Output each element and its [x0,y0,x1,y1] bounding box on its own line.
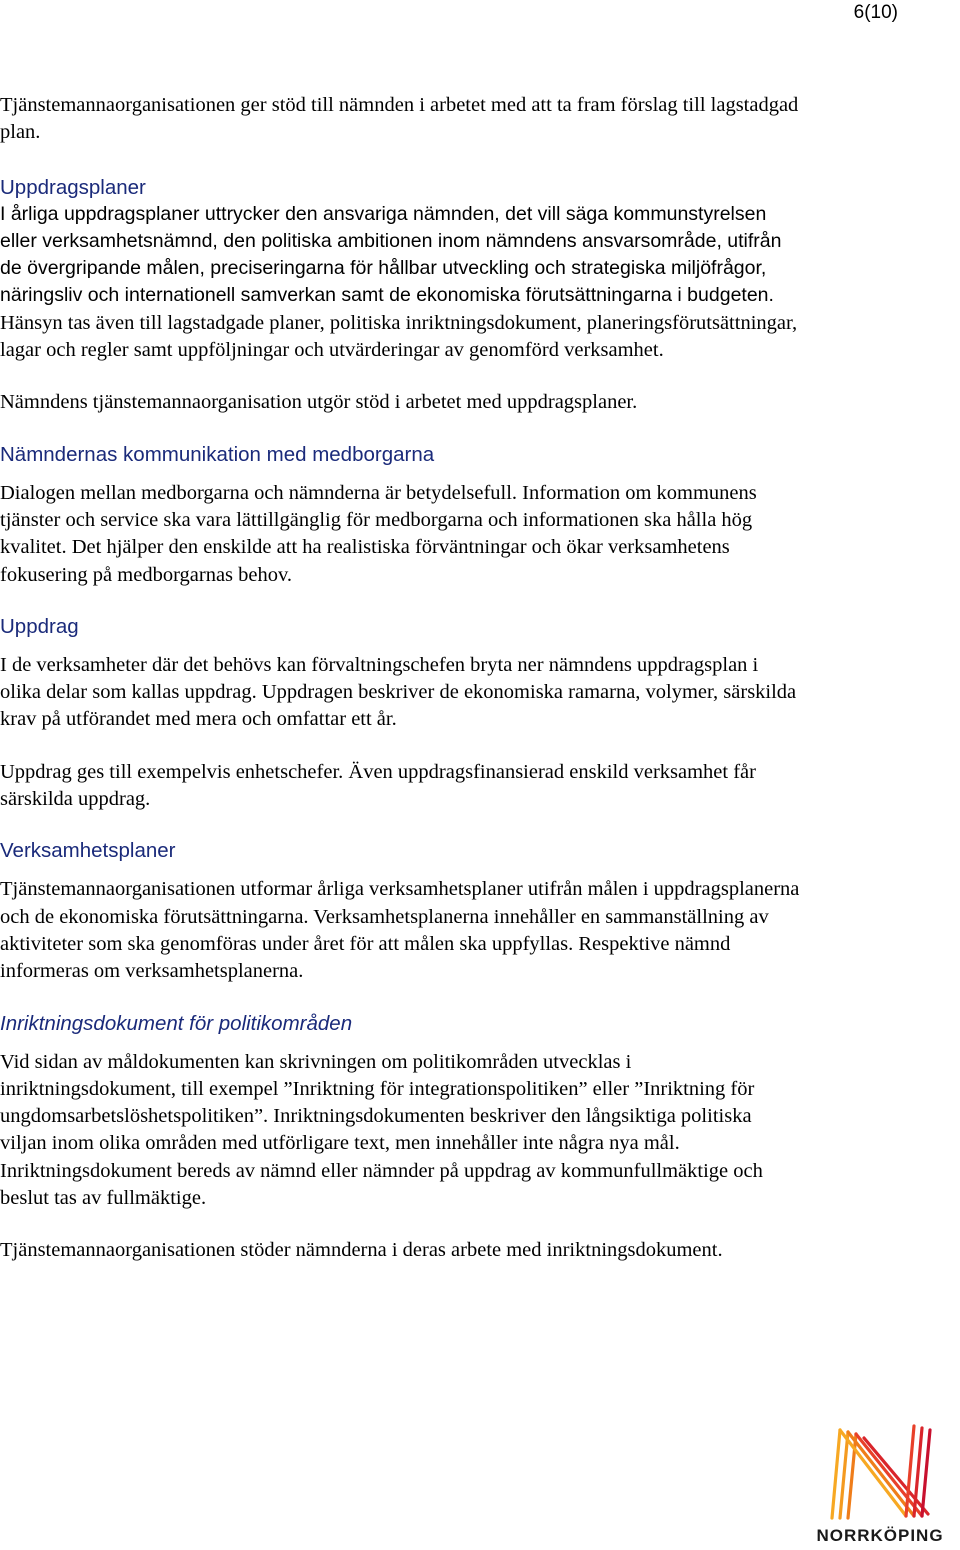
page-number: 6(10) [853,2,898,23]
verksamhetsplaner-paragraph-1: Tjänstemannaorganisationen utformar årliga verksamhetsplaner utifrån målen i uppdragsplanerna och de ekonomiska förutsättningarna. Verksamhetsplanerna innehåller en sammanställning av aktiviteter som ska genomföras under året för att målen ska uppfyllas. Respektive nämnd informeras om verksamhetsplanerna. [0,878,800,983]
uppdragsplaner-para1-serif: Hänsyn tas även till lagstadgade planer, politiska inriktningsdokument, planeringsförutsättningar, lagar och regler samt uppföljningar och utvärderingar av genomförd verksamhet. [0,311,798,362]
norrkoping-logo-mark-icon [810,1418,950,1523]
heading-inriktningsdokument: Inriktningsdokument för politikområden [0,1011,353,1035]
inriktning-paragraph-1: Vid sidan av måldokumenten kan skrivningen om politikområden utvecklas i inriktningsdokument, till exempel ”Inriktning för integrationspolitiken” eller ”Inriktning för ungdomsarbetslöshetspolitiken”. Inriktningsdokumenten beskriver den långsiktiga politiska viljan inom olika områden med utförligare text, men innehåller inte några nya mål. Inriktningsdokument bereds av nämnd eller nämnder på uppdrag av kommunfullmäktige och beslut tas av fullmäktige. [0,1050,763,1210]
intro-paragraph: Tjänstemannaorganisationen ger stöd till nämnden i arbetet med att ta fram förslag till lagstadgad plan. [0,94,799,144]
kommunikation-paragraph-1: Dialogen mellan medborgarna och nämnderna är betydelsefull. Information om kommunens tjänster och service ska vara lättillgänglig för medborgarna och informationen ska hålla hög kvalitet. Det hjälper den enskilde att ha realistiska förväntningar och ökar verksamhetens fokusering på medborgarnas behov. [0,481,757,586]
document-body [0,92,800,1265]
uppdrag-paragraph-1: I de verksamheter där det behövs kan förvaltningschefen bryta ner nämndens uppdragsplan i olika delar som kallas uppdrag. Uppdragen beskriver de ekonomiska ramarna, volymer, särskilda krav på utförandet med mera och omfattar ett år. [0,653,797,731]
heading-uppdragsplaner: Uppdragsplaner [0,175,146,199]
inriktning-paragraph-2: Tjänstemannaorganisationen stöder nämnderna i deras arbete med inriktningsdokument. [0,1239,723,1262]
uppdragsplaner-paragraph-2: Nämndens tjänstemannaorganisation utgör stöd i arbetet med uppdragsplaner. [0,391,638,414]
uppdragsplaner-para1-sans: I årliga uppdragsplaner uttrycker den ansvariga nämnden, det vill säga kommunstyrelsen eller verksamhetsnämnd, den politiska ambitionen inom nämndens ansvarsområde, utifrån de övergripande målen, preciseringarna för hållbar utveckling och strategiska miljöfrågor, näringsliv och internationell samverkan samt de ekonomiska förutsättningarna i budgeten. [0,202,782,307]
logo-wordmark: NORRKÖPING [816,1526,944,1545]
uppdrag-paragraph-2: Uppdrag ges till exempelvis enhetschefer. Även uppdragsfinansierad enskild verksamhet får särskilda uppdrag. [0,760,756,811]
heading-kommunikation: Nämndernas kommunikation med medborgarna [0,442,435,466]
heading-verksamhetsplaner: Verksamhetsplaner [0,839,176,863]
norrkoping-logo [810,1418,950,1548]
uppdragsplaner-paragraph-1 [0,201,800,365]
heading-uppdrag: Uppdrag [0,614,79,638]
